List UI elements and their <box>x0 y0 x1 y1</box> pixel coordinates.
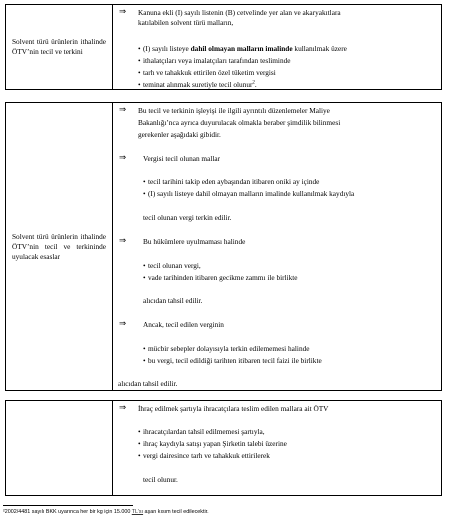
section-2-content <box>113 103 441 390</box>
bullet-icon: • <box>143 189 146 198</box>
bullet-icon: • <box>138 427 141 436</box>
section-2-heading-2: Bu hükümlere uyulmaması halinde <box>143 237 246 246</box>
arrow-icon: ⇒ <box>119 235 127 245</box>
section-1-bullet-4: • teminat alınmak suretiyle tecil olunur$^2$. <box>138 80 257 89</box>
section-3-conclusion: tecil olunur. <box>143 475 178 484</box>
section-2-intro-line-2: Bakanlığı’nca ayrıca duyurulacak olmakla beraber şimdilik bilinmesi <box>138 118 341 127</box>
footnote-currency: TL’sı <box>131 509 144 515</box>
section-2-h1-bullet-1: • tecil tarihini takip eden aybaşından itibaren oniki ay içinde <box>143 177 320 186</box>
section-2-heading-3: Ancak, tecil edilen verginin <box>143 320 224 329</box>
bullet-icon: • <box>143 356 146 365</box>
arrow-icon: ⇒ <box>119 402 127 412</box>
arrow-icon: ⇒ <box>119 318 127 328</box>
section-2-h3-bullet-2: • bu vergi, tecil edildiği tarihten itibaren tecil faizi ile birlikte <box>143 356 322 365</box>
arrow-icon: ⇒ <box>119 152 127 162</box>
section-1-content <box>113 5 441 89</box>
footnote: ²2002/4481 sayılı BKK uyarınca her bir kg için 15.000 TL’sı aşan kısım tecil edilecektir. <box>3 509 209 515</box>
section-1-heading: Solvent türü ürünlerin ithalinde ÖTV’nin tecil ve terkini <box>6 5 113 89</box>
section-3-bullet-1: • ihracatçılardan tahsil edilmemesi şartıyla, <box>138 427 265 436</box>
emphasis-text: dahil olmayan malların imalinde <box>190 44 293 53</box>
section-2-intro-line-1: Bu tecil ve terkinin işleyişi ile ilgili ayrıntılı düzenlemeler Maliye <box>138 106 330 115</box>
section-2-h3-bullet-1: • mücbir sebepler dolayısıyla terkin edilememesi halinde <box>143 344 310 353</box>
section-2-heading-1: Vergisi tecil olunan mallar <box>143 154 221 163</box>
section-1-bullet-2: • ithalatçıları veya imalatçıları tarafından tesliminde <box>138 56 291 65</box>
footnote-marker: 2 <box>252 80 255 86</box>
section-2-h1-conclusion: tecil olunan vergi terkin edilir. <box>143 213 232 222</box>
section-3-content <box>113 401 441 495</box>
section-2-h2-bullet-1: • tecil olunan vergi, <box>143 261 201 270</box>
section-2-table <box>5 102 442 391</box>
bullet-icon: • <box>138 44 141 53</box>
section-2-intro-line-3: gerekenler aşağıdaki gibidir. <box>138 130 221 139</box>
section-3-bullet-3: • vergi dairesince tarh ve tahakkuk ettirilerek <box>138 451 270 460</box>
bullet-icon: • <box>143 273 146 282</box>
section-1-intro-line-1: Kanuna ekli (I) sayılı listenin (B) cetvelinde yer alan ve akaryakıtlara <box>138 8 341 17</box>
section-3-heading-1: İhraç edilmek şartıyla ihracatçılara teslim edilen mallara ait ÖTV <box>138 404 329 413</box>
bullet-icon: • <box>138 56 141 65</box>
bullet-icon: • <box>138 451 141 460</box>
section-2-heading: Solvent türü ürünlerin ithalinde ÖTV’nin tecil ve terkininde uyulacak esaslar <box>6 103 113 390</box>
bullet-icon: • <box>143 261 146 270</box>
section-2-h1-bullet-2: • (I) sayılı listeye dahil olmayan malların imalinde kullanılmak kaydıyla <box>143 189 355 198</box>
section-2-h2-conclusion: alıcıdan tahsil edilir. <box>143 296 203 305</box>
section-1-bullet-1: • (I) sayılı listeye dahil olmayan malların imalinde kullanılmak üzere <box>138 44 347 53</box>
bullet-icon: • <box>138 68 141 77</box>
arrow-icon: ⇒ <box>119 6 127 16</box>
bullet-icon: • <box>138 80 141 89</box>
section-1-bullet-3: • tarh ve tahakkuk ettirilen özel tüketim vergisi <box>138 68 276 77</box>
arrow-icon: ⇒ <box>119 104 127 114</box>
footnote-divider <box>3 505 133 506</box>
section-3-bullet-2: • ihraç kaydıyla satışı yapan Şirketin talebi üzerine <box>138 439 287 448</box>
section-2-h3-conclusion: alıcıdan tahsil edilir. <box>118 379 178 388</box>
section-1-table <box>5 4 442 90</box>
bullet-icon: • <box>143 344 146 353</box>
section-2-h2-bullet-2: • vade tarihinden itibaren gecikme zammı ile birlikte <box>143 273 298 282</box>
section-1-intro-line-2: katılabilen solvent türü malların, <box>138 18 234 27</box>
bullet-icon: • <box>143 177 146 186</box>
section-3-table <box>5 400 442 496</box>
bullet-icon: • <box>138 439 141 448</box>
section-3-heading <box>6 401 113 495</box>
